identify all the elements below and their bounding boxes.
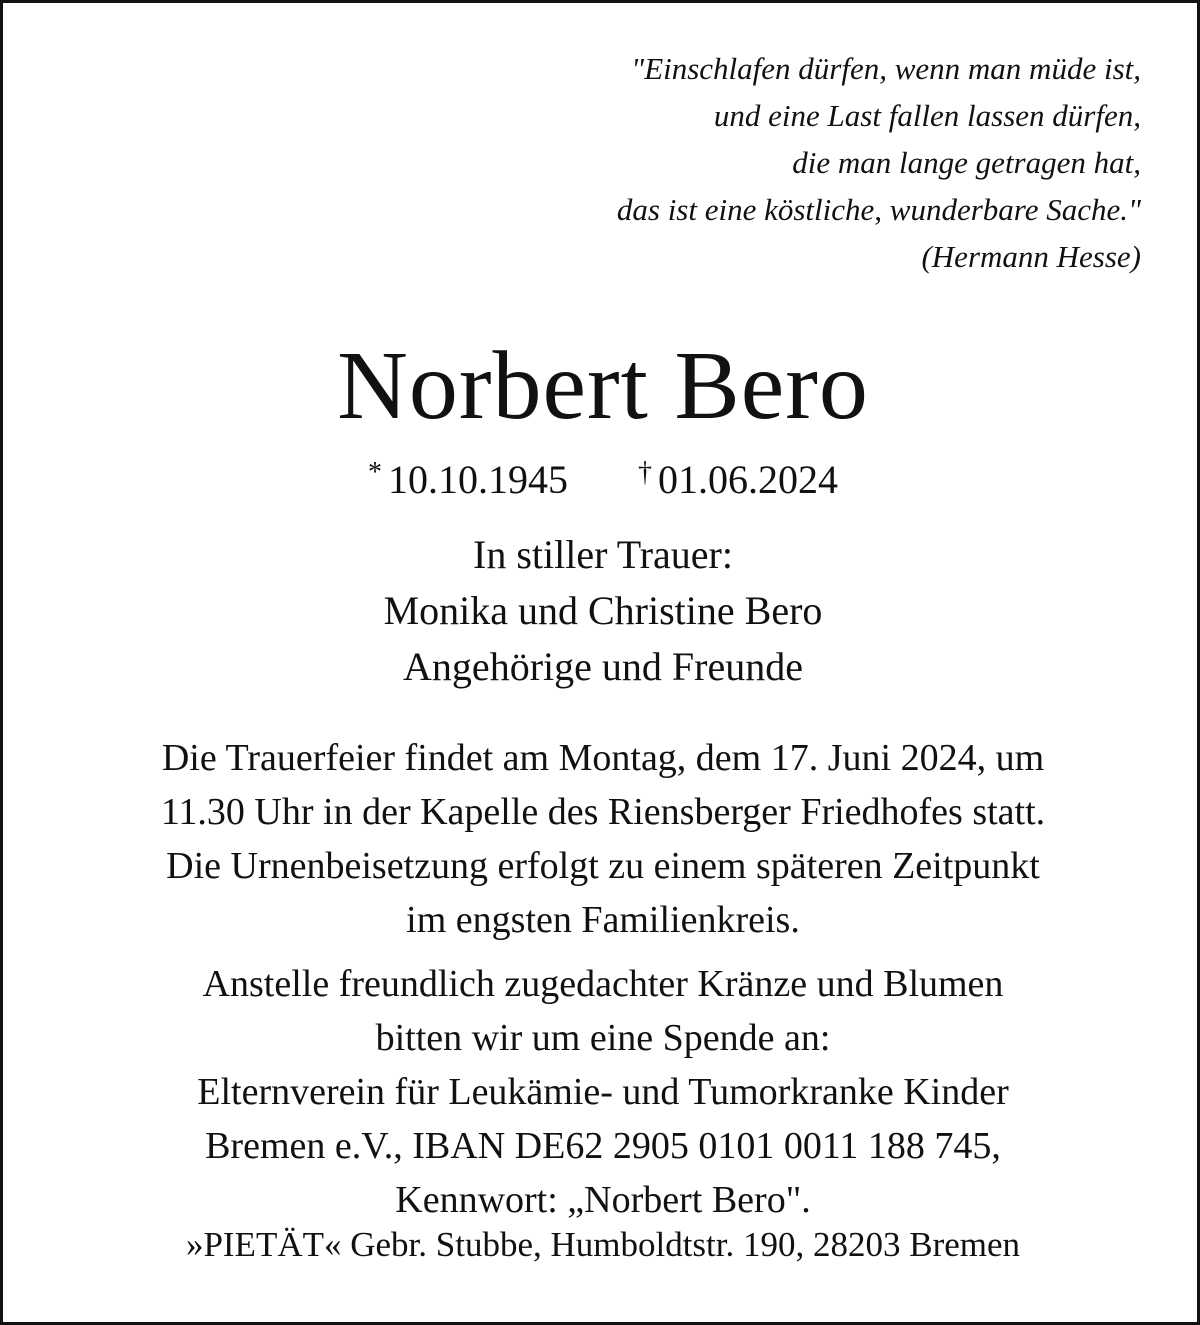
hesse-quote xyxy=(441,45,1141,280)
deceased-name: Norbert Bero xyxy=(337,332,869,440)
birth-date: 10.10.1945 xyxy=(388,457,568,502)
life-dates xyxy=(3,447,1200,506)
mourners-line: Angehörige und Freunde xyxy=(403,644,803,689)
ceremony-line: 11.30 Uhr in der Kapelle des Riensberger Friedhofes statt. xyxy=(160,791,1046,833)
donation-block xyxy=(23,957,1183,1227)
donation-line: Bremen e.V., IBAN DE62 2905 0101 0011 188 745, xyxy=(205,1125,1001,1167)
quote-line: das ist eine köstliche, wunderbare Sache." xyxy=(616,192,1141,227)
undertaker-line: »PIETÄT« Gebr. Stubbe, Humboldtstr. 190, 28203 Bremen xyxy=(185,1225,1021,1264)
donation-line: Elternverein für Leukämie- und Tumorkranke Kinder xyxy=(197,1071,1009,1113)
ceremony-line: Die Trauerfeier findet am Montag, dem 17. Juni 2024, um xyxy=(161,737,1045,779)
death-date: 01.06.2024 xyxy=(658,457,838,502)
mourners-block xyxy=(23,527,1183,695)
quote-line: "Einschlafen dürfen, wenn man müde ist, xyxy=(631,51,1141,86)
ceremony-line: Die Urnenbeisetzung erfolgt zu einem späteren Zeitpunkt xyxy=(166,845,1040,887)
mourners-line: Monika und Christine Bero xyxy=(383,588,823,633)
birth-symbol: * xyxy=(368,457,382,488)
donation-line: Anstelle freundlich zugedachter Kränze und Blumen xyxy=(202,963,1004,1005)
quote-author: (Hermann Hesse) xyxy=(921,239,1141,274)
death-symbol: † xyxy=(638,457,652,488)
ceremony-line: im engsten Familienkreis. xyxy=(406,899,800,941)
quote-line: die man lange getragen hat, xyxy=(792,145,1141,180)
quote-line: und eine Last fallen lassen dürfen, xyxy=(713,98,1141,133)
ceremony-block xyxy=(23,731,1183,947)
mourners-line: In stiller Trauer: xyxy=(473,532,733,577)
donation-line: bitten wir um eine Spende an: xyxy=(375,1017,831,1059)
donation-line: Kennwort: „Norbert Bero". xyxy=(395,1179,811,1221)
